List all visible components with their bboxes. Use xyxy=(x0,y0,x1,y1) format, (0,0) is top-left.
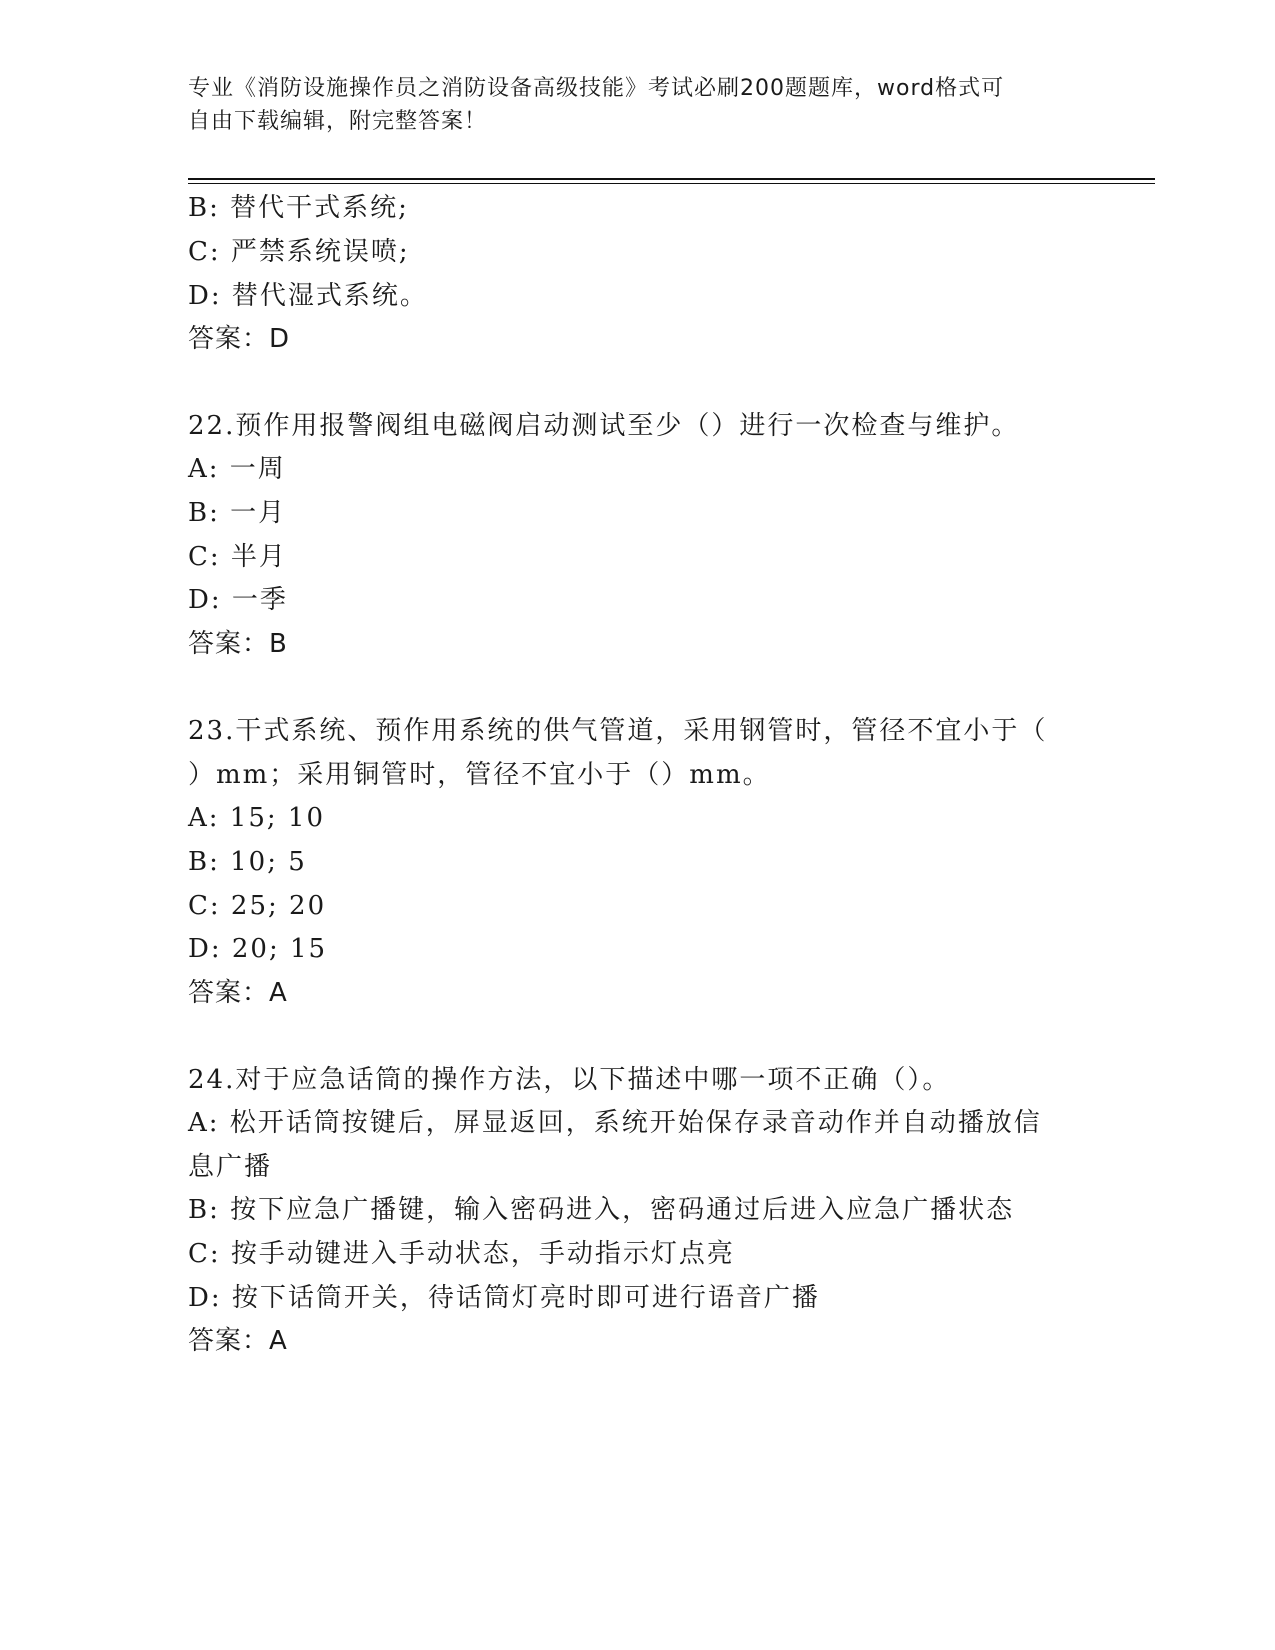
q22-option-d: D: 一季 xyxy=(188,585,288,615)
q22-option-b: B: 一月 xyxy=(188,498,287,528)
q22-answer: 答案：B xyxy=(188,629,288,659)
q22-stem: 22.预作用报警阀组电磁阀启动测试至少（）进行一次检查与维护。 xyxy=(188,411,1020,441)
document-header xyxy=(188,72,1088,138)
q24-option-d: D: 按下话筒开关，待话筒灯亮时即可进行语音广播 xyxy=(188,1283,820,1313)
q23-answer: 答案：A xyxy=(188,978,288,1008)
q23-option-d: D: 20; 15 xyxy=(188,934,328,964)
q21-option-b: B: 替代干式系统; xyxy=(188,193,409,223)
q24-stem: 24.对于应急话筒的操作方法，以下描述中哪一项不正确（）。 xyxy=(188,1065,951,1095)
q23-option-b: B: 10; 5 xyxy=(188,847,307,877)
q23-stem-line-2: ）mm；采用铜管时，管径不宜小于（）mm。 xyxy=(188,760,771,790)
q23-option-a: A: 15; 10 xyxy=(188,803,325,833)
q21-answer: 答案：D xyxy=(188,324,291,354)
q21-option-c: C: 严禁系统误喷; xyxy=(188,237,410,267)
header-divider-thin xyxy=(188,183,1155,184)
q24-option-a-line-2: 息广播 xyxy=(188,1152,273,1182)
header-divider-thick xyxy=(188,178,1155,180)
q24-option-c: C: 按手动键进入手动状态，手动指示灯点亮 xyxy=(188,1239,735,1269)
header-line-1: 专业《消防设施操作员之消防设备高级技能》考试必刷200题题库，word格式可 xyxy=(188,76,1005,101)
q24-option-b: B: 按下应急广播键，输入密码进入，密码通过后进入应急广播状态 xyxy=(188,1195,1015,1225)
q21-option-d: D: 替代湿式系统。 xyxy=(188,281,428,311)
header-line-2: 自由下载编辑，附完整答案！ xyxy=(188,109,488,134)
q23-option-c: C: 25; 20 xyxy=(188,891,327,921)
q24-option-a-line-1: A: 松开话筒按键后，屏显返回，系统开始保存录音动作并自动播放信 xyxy=(188,1108,1042,1138)
q23-stem-line-1: 23.干式系统、预作用系统的供气管道，采用钢管时，管径不宜小于（ xyxy=(188,716,1048,746)
q24-answer: 答案：A xyxy=(188,1326,288,1356)
q22-option-a: A: 一周 xyxy=(188,454,286,484)
q22-option-c: C: 半月 xyxy=(188,542,287,572)
